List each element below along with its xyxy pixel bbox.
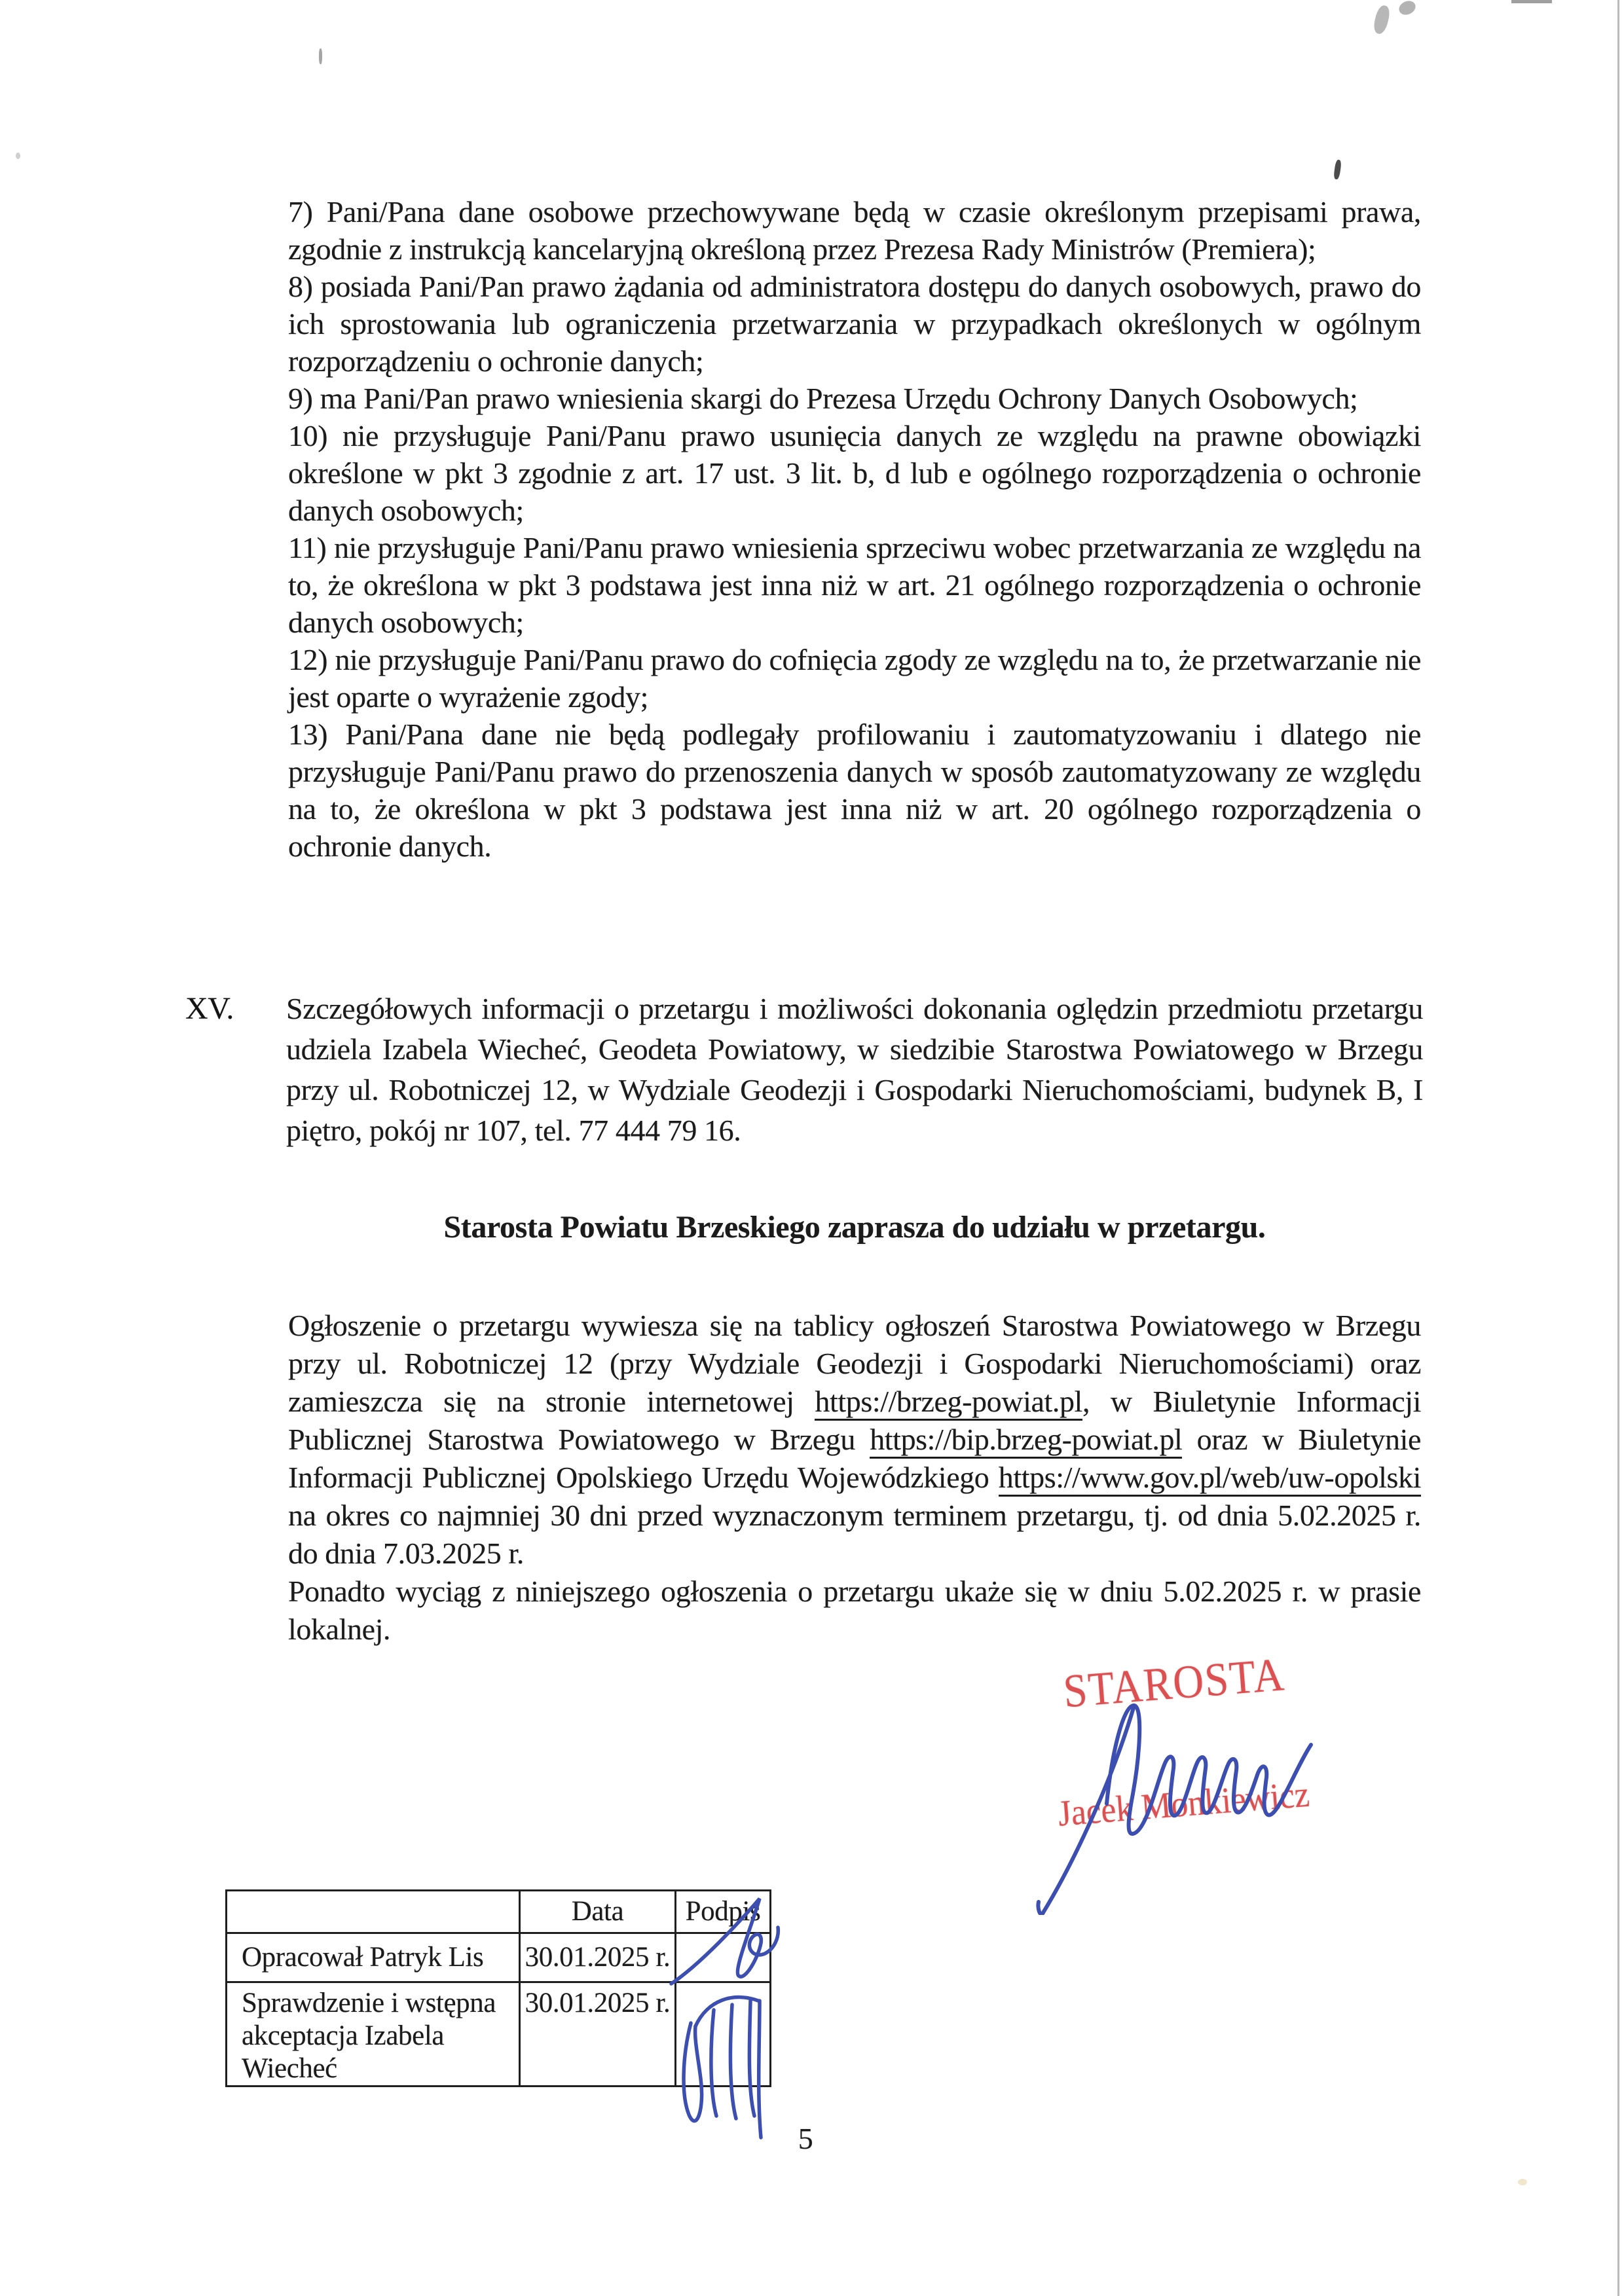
page-number: 5 <box>798 2122 813 2155</box>
invitation-heading: Starosta Powiatu Brzeskiego zaprasza do udziału w przetargu. <box>443 1210 1266 1245</box>
announcement-block <box>288 1307 1421 1649</box>
announcement-seg-2: , w Biuletynie Informacji Publicznej Starostwa Powiatowego w Brzegu <box>288 1385 1421 1456</box>
scan-artifact-speck <box>1333 160 1342 180</box>
section-xv <box>185 989 1423 1151</box>
cell-who-1: Opracował Patryk Lis <box>227 1933 520 1982</box>
scan-artifact-speck <box>1518 2179 1527 2185</box>
scan-artifact-speck <box>1397 0 1418 17</box>
section-xv-text: Szczegółowych informacji o przetargu i możliwości dokonania oględzin przedmiotu przetargu udziela Izabela Wiecheć, Geodeta Powiatowy, w siedzibie Starostwa Powiatowego w Brzegu przy ul. Robotniczej 12, w Wydziale Geodezji i Gospodarki Nieruchomościami, budynek B, I piętro, pokój nr 107, tel. 77 444 79 16. <box>286 992 1423 1147</box>
approval-signatures-ink <box>661 1886 805 2141</box>
header-cell-empty <box>227 1891 520 1933</box>
privacy-item-9: 9) ma Pani/Pan prawo wniesienia skargi do Prezesa Urzędu Ochrony Danych Osobowych; <box>288 382 1358 415</box>
link-brzeg-powiat[interactable]: https://brzeg-powiat.pl <box>815 1385 1082 1421</box>
privacy-item-13: 13) Pani/Pana dane nie będą podlegały profilowaniu i zautomatyzowaniu i dlatego nie przysługuje Pani/Panu prawo do przenoszenia danych w sposób zautomatyzowany ze względu na to, że określona w pkt 3 podstawa jest inna niż w art. 20 ogólnego rozporządzenia o ochronie danych. <box>288 718 1421 863</box>
header-cell-data: Data <box>520 1891 676 1933</box>
privacy-item-7: 7) Pani/Pana dane osobowe przechowywane będą w czasie określonym przepisami prawa, zgodnie z instrukcją kancelaryjną określoną przez Prezesa Rady Ministrów (Premiera); <box>288 195 1421 266</box>
announcement-seg-1: Ogłoszenie o przetargu wywiesza się na tablicy ogłoszeń Starostwa Powiatowego w Brzegu przy ul. Robotniczej 12 (przy Wydziale Geodezji i Gospodarki Nieruchomościami) oraz zamieszcza się na stronie internetowej <box>288 1309 1421 1418</box>
privacy-item-8: 8) posiada Pani/Pan prawo żądania od administratora dostępu do danych osobowych, prawo do ich sprostowania lub ograniczenia przetwarzania w przypadkach określonych w ogólnym rozporządzeniu o ochronie danych; <box>288 270 1421 378</box>
scan-edge-artifact <box>1617 0 1619 2296</box>
header-cell-podpis: Podpis <box>676 1891 771 1933</box>
scan-artifact-speck <box>1372 4 1392 35</box>
announcement-seg-4: na okres co najmniej 30 dni przed wyznaczonym terminem przetargu, tj. od dnia 5.02.2025 r. do dnia 7.03.2025 r. <box>288 1499 1421 1570</box>
privacy-item-12: 12) nie przysługuje Pani/Panu prawo do cofnięcia zgody ze względu na to, że przetwarzanie nie jest oparte o wyrażenie zgody; <box>288 643 1421 714</box>
privacy-item-10: 10) nie przysługuje Pani/Panu prawo usunięcia danych ze względu na prawne obowiązki określone w pkt 3 zgodnie z art. 17 ust. 3 lit. b, d lub e ogólnego rozporządzenia o ochronie danych osobowych; <box>288 419 1421 527</box>
announcement-paragraph-2: Ponadto wyciąg z niniejszego ogłoszenia o przetargu ukaże się w dniu 5.02.2025 r. w prasie lokalnej. <box>288 1575 1421 1646</box>
scan-artifact-speck <box>16 153 20 159</box>
cell-date-1: 30.01.2025 r. <box>520 1933 676 1982</box>
cell-who-2: Sprawdzenie i wstępna akceptacja Izabela Wiecheć <box>227 1982 520 2086</box>
privacy-item-11: 11) nie przysługuje Pani/Panu prawo wniesienia sprzeciwu wobec przetwarzania ze względu na to, że określona w pkt 3 podstawa jest inna niż w art. 21 ogólnego rozporządzenia o ochronie danych osobowych; <box>288 531 1421 639</box>
link-gov-uw-opolski[interactable]: https://www.gov.pl/web/uw-opolski <box>999 1461 1421 1497</box>
stamp-name: Jacek Monkiewicz <box>1056 1774 1311 1834</box>
link-bip-brzeg-powiat[interactable]: https://bip.brzeg-powiat.pl <box>870 1423 1182 1459</box>
cell-date-2: 30.01.2025 r. <box>520 1982 676 2086</box>
scan-artifact-speck <box>319 48 322 64</box>
scan-artifact-top-line <box>1511 0 1552 3</box>
announcement-seg-3: oraz w Biuletynie Informacji Publicznej Opolskiego Urzędu Wojewódzkiego <box>288 1423 1422 1494</box>
stamp-title: STAROSTA <box>1061 1648 1287 1718</box>
announcement-paragraph-1 <box>288 1307 1421 1573</box>
privacy-clauses-block <box>288 193 1421 865</box>
starosta-signature-ink <box>1008 1673 1323 1915</box>
section-xv-label: XV. <box>185 991 234 1026</box>
